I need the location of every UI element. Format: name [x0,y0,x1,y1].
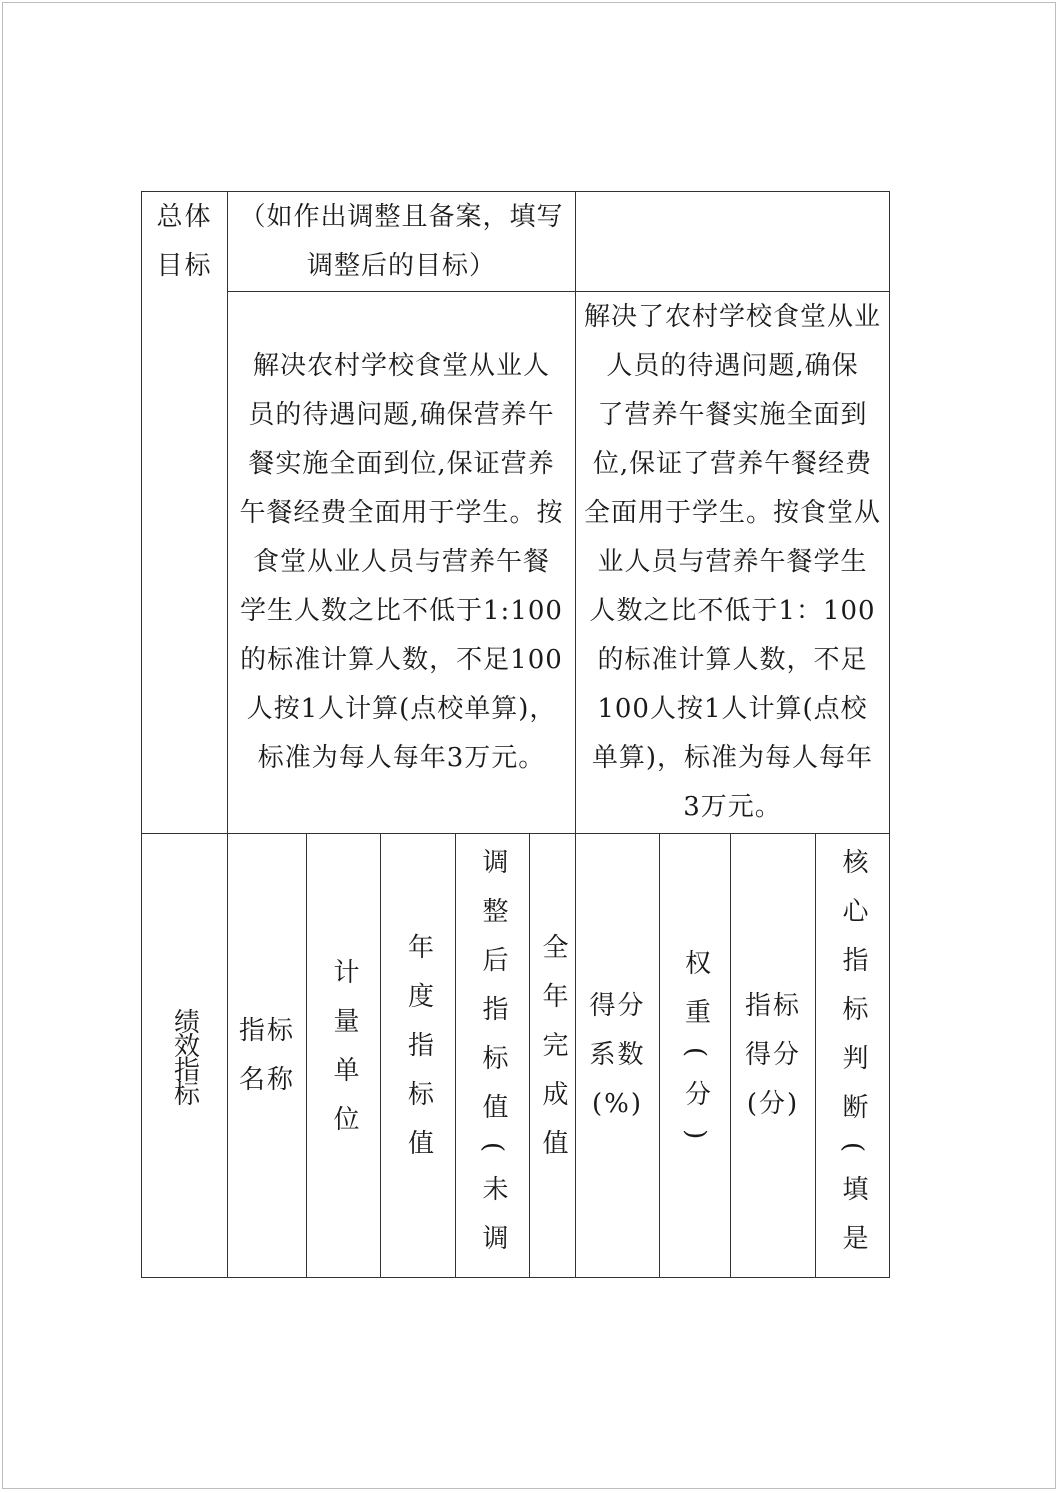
actual-goal-text: 解决了农村学校食堂从业 人员的待遇问题,确保 了营养午餐实施全面到 位,保证了营养午餐经费 全面用于学生。按食堂从 业人员与营养午餐学生 人数之比不低于1：100 的标准计算人数，不足 100人按1人计算(点校 单算)，标准为每人每年 3万元。 [583,302,881,822]
header-indicator-score: 指标 得分 (分) [744,991,801,1119]
header-weight: 权重(分) [680,948,711,1163]
performance-label: 绩效指标 [169,1007,200,1104]
header-unit: 计量单位 [329,957,359,1154]
header-score-coefficient: 得分 系数 (%) [589,991,646,1119]
adjusted-goal-cell [576,192,889,291]
header-annual-target: 年度指标值 [403,933,434,1178]
header-annual-actual: 全年完成值 [538,933,568,1178]
overall-goal-label: 总体 目标 [156,202,213,281]
header-adjusted-value: 调整后指标值(未调 [478,848,508,1274]
header-core-indicator: 核心指标判断(填是 [838,848,868,1274]
header-indicator-name: 指标 名称 [238,1015,295,1095]
adjusted-goal-note: （如作出调整且备案，填写 调整后的目标） [239,201,564,281]
planned-goal-text: 解决农村学校食堂从业人 员的待遇问题,确保营养午 餐实施全面到位,保证营养 午餐经费全面用于学生。按 食堂从业人员与营养午餐 学生人数之比不低于1:100 的标准计算人数，不足100 人按1人计算(点校单算)， 标准为每人每年3万元。 [239,351,564,773]
